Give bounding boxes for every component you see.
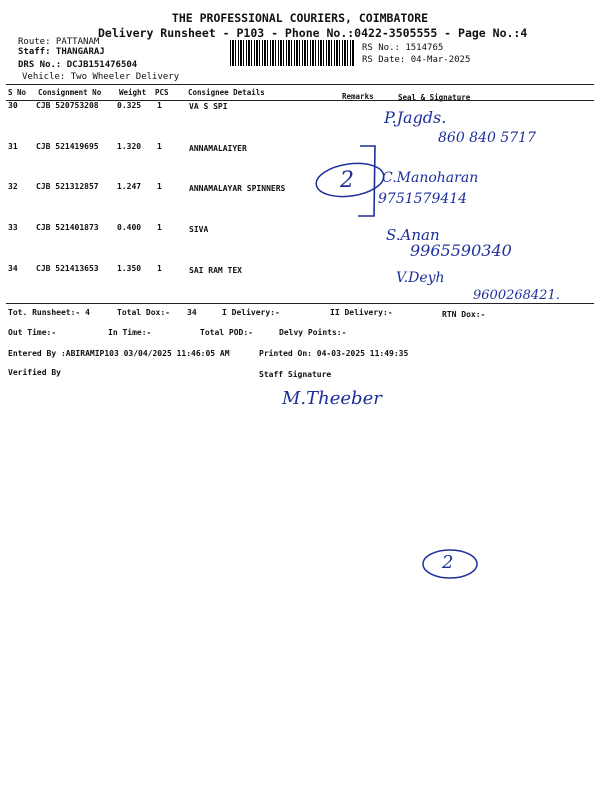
row-pcs: 1 — [157, 182, 162, 191]
col-consignment: Consignment No — [38, 88, 102, 97]
row-weight: 1.247 — [117, 182, 142, 191]
staff-signature: M.Theeber — [282, 388, 382, 409]
summary-rule — [6, 303, 594, 304]
row-sno: 33 — [8, 223, 18, 232]
row-consignment: CJB 521413653 — [36, 264, 99, 273]
signature-phone-30: 860 840 5717 — [438, 130, 536, 146]
vehicle-label: Vehicle: Two Wheeler Delivery — [22, 72, 180, 82]
col-sno: S No — [8, 88, 27, 97]
barcode-image — [230, 40, 354, 66]
row-pcs: 1 — [157, 223, 162, 232]
page-circle-number: 2 — [442, 552, 454, 573]
row-consignment: CJB 521312857 — [36, 182, 99, 191]
signature-name-33: S.Anan — [386, 226, 440, 244]
circled-number: 2 — [340, 168, 354, 193]
row-consignee: SIVA — [189, 225, 209, 234]
row-consignee: ANNAMALAYAR SPINNERS — [189, 184, 286, 193]
row-consignee: VA S SPI — [189, 102, 228, 111]
delivery-points: Delvy Points:- — [279, 328, 347, 337]
rs-number: RS No.: 1514765 — [362, 43, 444, 53]
row-consignee: ANNAMALAIYER — [189, 144, 247, 153]
tot-runsheet: Tot. Runsheet:- 4 — [8, 308, 90, 317]
row-consignment: CJB 521419695 — [36, 142, 99, 151]
row-consignee: SAI RAM TEX — [189, 266, 242, 275]
out-time: Out Time:- — [8, 328, 57, 337]
total-pod: Total POD:- — [200, 328, 253, 337]
staff-signature-label: Staff Signature — [259, 370, 332, 379]
row-weight: 0.400 — [117, 223, 142, 232]
drs-number: DRS No.: DCJB151476504 — [18, 60, 138, 70]
signature-phone-33: 9965590340 — [410, 241, 512, 260]
verified-by: Verified By — [8, 368, 61, 377]
company-title: THE PROFESSIONAL COURIERS, COIMBATORE — [171, 11, 429, 25]
runsheet-subtitle: Delivery Runsheet - P103 - Phone No.:0422-3505555 - Page No.:4 — [98, 26, 528, 40]
ii-delivery: II Delivery:- — [330, 308, 393, 317]
col-consignee: Consignee Details — [188, 88, 265, 97]
staff-label: Staff: THANGARAJ — [18, 47, 105, 57]
in-time: In Time:- — [108, 328, 152, 337]
col-remarks: Remarks — [342, 92, 374, 101]
col-weight: Weight — [119, 88, 147, 97]
i-delivery: I Delivery:- — [222, 308, 280, 317]
row-weight: 0.325 — [117, 101, 142, 110]
signature-name-30: P.Jagds. — [384, 108, 447, 127]
entered-by: Entered By :ABIRAMIP103 03/04/2025 11:46:05 AM — [8, 349, 230, 358]
row-pcs: 1 — [157, 142, 162, 151]
header-top-rule — [6, 84, 594, 85]
printed-on: Printed On: 04-03-2025 11:49:35 — [259, 349, 409, 358]
col-pcs: PCS — [155, 88, 169, 97]
signature-name-34: V.Deyh — [396, 270, 445, 286]
total-dox-label: Total Dox:- — [117, 308, 170, 317]
row-consignment: CJB 520753208 — [36, 101, 99, 110]
route-label: Route: PATTANAM — [18, 37, 100, 47]
col-signature: Seal & Signature — [398, 93, 471, 102]
signature-name-32: C.Manoharan — [382, 170, 479, 186]
row-sno: 31 — [8, 142, 18, 151]
row-sno: 34 — [8, 264, 18, 273]
rtn-dox: RTN Dox:- — [442, 310, 486, 319]
signature-phone-34: 9600268421. — [473, 288, 560, 303]
row-sno: 30 — [8, 101, 18, 110]
row-consignment: CJB 521401873 — [36, 223, 99, 232]
rs-date: RS Date: 04-Mar-2025 — [362, 55, 471, 65]
row-pcs: 1 — [157, 101, 162, 110]
row-weight: 1.320 — [117, 142, 142, 151]
row-weight: 1.350 — [117, 264, 142, 273]
signature-phone-32: 9751579414 — [378, 191, 468, 207]
total-dox-value: 34 — [187, 308, 197, 317]
row-sno: 32 — [8, 182, 18, 191]
row-pcs: 1 — [157, 264, 162, 273]
